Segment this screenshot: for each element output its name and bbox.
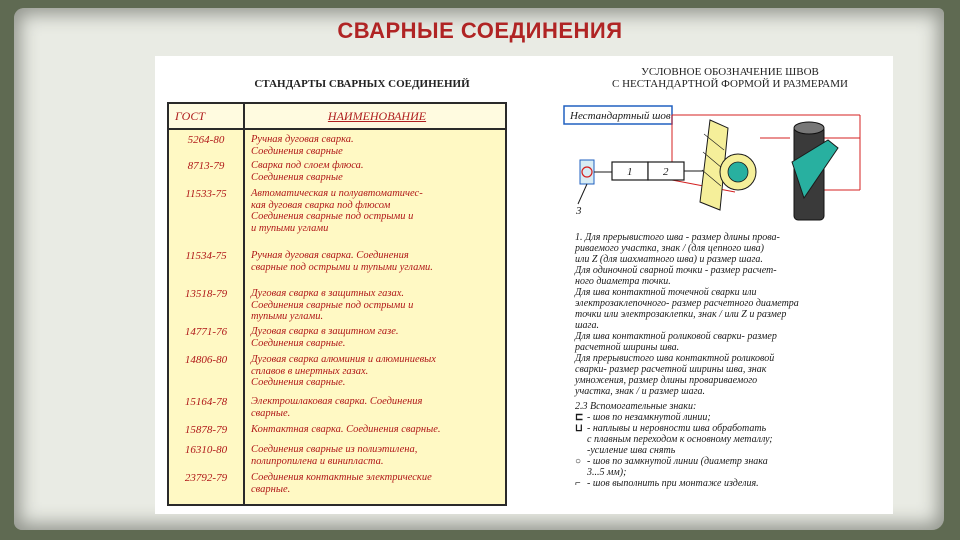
- note-line: ного диаметра точки.: [575, 276, 671, 287]
- standard-name-line: Соединения сварные.: [251, 377, 346, 388]
- note-line: Для шва контактной точечной сварки или: [575, 287, 757, 298]
- cell-1-label: 1: [627, 166, 633, 178]
- aux-sign-icon: ⊏: [575, 412, 584, 423]
- standard-name: [251, 134, 501, 157]
- aux-sign-item: [575, 456, 887, 478]
- aux-sign-line: - шов по замкнутой линии (диаметр знака: [587, 456, 768, 467]
- standard-name-line: тупыми углами.: [251, 311, 324, 322]
- note-line: точки или электрозаклепки, знак / или Z и размер: [575, 309, 787, 320]
- aux-sign-line: - наплывы и неровности шва обработать: [587, 423, 767, 434]
- gost-code: 23792-79: [184, 472, 228, 484]
- aux-sign-item: [575, 478, 887, 489]
- standard-name-line: Электрошлаковая сварка. Соединения: [251, 396, 423, 407]
- aux-sign-icon: ⊔: [575, 423, 583, 434]
- standard-name-line: кая дуговая сварка под флюсом: [251, 199, 391, 211]
- aux-signs-heading: 2.3 Вспомогательные знаки:: [575, 401, 697, 412]
- standard-name-line: полипропилена и винипласта.: [251, 455, 384, 467]
- standard-name: [251, 472, 501, 495]
- diagram-heading-line1: УСЛОВНОЕ ОБОЗНАЧЕНИЕ ШВОВ: [641, 66, 819, 78]
- table-divider: [243, 104, 245, 504]
- note-line: электрозаклепочного- размер расчетного диаметра: [575, 298, 799, 309]
- slide-title: СВАРНЫЕ СОЕДИНЕНИЯ: [337, 18, 623, 43]
- note-line: шага.: [575, 320, 599, 331]
- standard-name-line: Соединения сварные под острыми и: [251, 299, 414, 311]
- gost-code: 16310-80: [184, 444, 228, 456]
- standard-name: [251, 188, 501, 234]
- column-header-name: НАИМЕНОВАНИЕ: [327, 109, 427, 123]
- standards-table: [167, 102, 507, 506]
- gost-code: 11533-75: [185, 188, 227, 200]
- nonstandard-weld-label: Нестандартный шов: [570, 110, 671, 122]
- standard-name-line: сварные.: [251, 483, 291, 495]
- weld-core: [728, 162, 748, 182]
- table-header: [169, 104, 505, 130]
- gost-code: 11534-75: [185, 250, 227, 262]
- standard-name: [251, 354, 501, 389]
- standard-name-line: Дуговая сварка в защитных газах.: [251, 288, 404, 299]
- standard-name-line: Дуговая сварка алюминия и алюминиевых: [251, 354, 436, 365]
- aux-sign-item: [575, 423, 887, 456]
- gost-code: 15164-78: [184, 396, 228, 408]
- aux-sign-icon: ⌐: [575, 478, 581, 489]
- aux-sign-icon: ○: [575, 456, 582, 467]
- standard-name: [251, 250, 501, 273]
- standard-name-line: Контактная сварка. Соединения сварные.: [251, 424, 441, 435]
- gost-code: 5264-80: [187, 134, 225, 146]
- standard-name-line: Ручная дуговая сварка. Соединения: [251, 250, 409, 261]
- note-line: 1. Для прерывистого шва - размер длины прова-: [575, 232, 780, 243]
- note-line: Для одиночной сварной точки - размер расчет-: [575, 265, 777, 276]
- aux-sign-line: -усиление шва снять: [587, 445, 676, 456]
- aux-sign-text: [587, 478, 759, 489]
- note-line: риваемого участка, знак / (для цепного шва): [575, 243, 764, 254]
- standard-name-line: Соединения сварные.: [251, 337, 346, 349]
- standard-name: [251, 444, 501, 467]
- note-line: сварки- размер расчетной ширины шва, знак: [575, 364, 767, 375]
- standard-name-line: Ручная дуговая сварка.: [251, 134, 354, 145]
- standard-name: [251, 160, 501, 183]
- note-line: умножения, размер длины провариваемого: [575, 375, 758, 386]
- aux-sign-text: [587, 412, 711, 423]
- standard-name-line: сварные.: [251, 407, 291, 419]
- column-header-gost: ГОСТ: [175, 109, 206, 123]
- gost-code: 8713-79: [187, 160, 225, 172]
- standard-name-line: Автоматическая и полуавтоматичес-: [251, 188, 423, 199]
- standard-name-line: и тупыми углами: [251, 222, 329, 234]
- standards-heading: СТАНДАРТЫ СВАРНЫХ СОЕДИНЕНИЙ: [254, 78, 470, 90]
- aux-sign-text: [587, 423, 773, 456]
- gost-code: 14806-80: [184, 354, 228, 366]
- standard-name-line: Соединения сварные из полиэтилена,: [251, 444, 418, 455]
- standard-name-line: Соединения сварные: [251, 171, 343, 183]
- standard-name-line: сплавов в инертных газах.: [251, 365, 369, 377]
- aux-sign-item: [575, 412, 887, 423]
- note-line: участка, знак / и размер шага.: [575, 386, 706, 397]
- aux-sign-text: [587, 456, 768, 478]
- cell-2-label: 2: [663, 166, 669, 178]
- standard-name: [251, 288, 501, 323]
- standard-name-line: Соединения сварные под острыми и: [251, 211, 414, 222]
- aux-sign-line: - шов по незамкнутой линии;: [587, 412, 711, 423]
- pointer-label: 3: [576, 205, 582, 217]
- gost-code: 13518-79: [184, 288, 228, 300]
- note-line: или Z (для шахматного шва) и размер шага.: [575, 254, 763, 265]
- slide-content-image: [155, 56, 893, 514]
- note-line: расчетной ширины шва.: [575, 342, 680, 353]
- standard-name-line: Соединения контактные электрические: [251, 472, 432, 483]
- gost-code: 14771-76: [184, 326, 228, 338]
- diagram-heading-line2: С НЕСТАНДАРТНОЙ ФОРМОЙ И РАЗМЕРАМИ: [612, 78, 848, 90]
- aux-sign-line: - шов выполнить при монтаже изделия.: [587, 478, 759, 489]
- standard-name: [251, 326, 501, 349]
- note-line: Для прерывистого шва контактной роликовой: [575, 353, 775, 364]
- pointer-line: [578, 184, 587, 204]
- standard-name-line: сварные под острыми и тупыми углами.: [251, 261, 433, 273]
- standard-name-line: Дуговая сварка в защитном газе.: [251, 326, 399, 337]
- weld-symbol-diagram: [560, 90, 890, 232]
- standard-name: [251, 396, 501, 419]
- aux-sign-line: 3...5 мм);: [587, 467, 627, 478]
- standard-name-line: Сварка под слоем флюса.: [251, 160, 364, 171]
- weld-notes: [575, 232, 887, 489]
- note-line: Для шва контактной роликовой сварки- размер: [575, 331, 777, 342]
- aux-sign-line: с плавным переходом к основному металлу;: [587, 434, 773, 445]
- diagram-heading: [585, 66, 875, 90]
- gost-code: 15878-79: [184, 424, 228, 436]
- standard-name-line: Соединения сварные: [251, 145, 343, 157]
- standard-name: [251, 424, 501, 436]
